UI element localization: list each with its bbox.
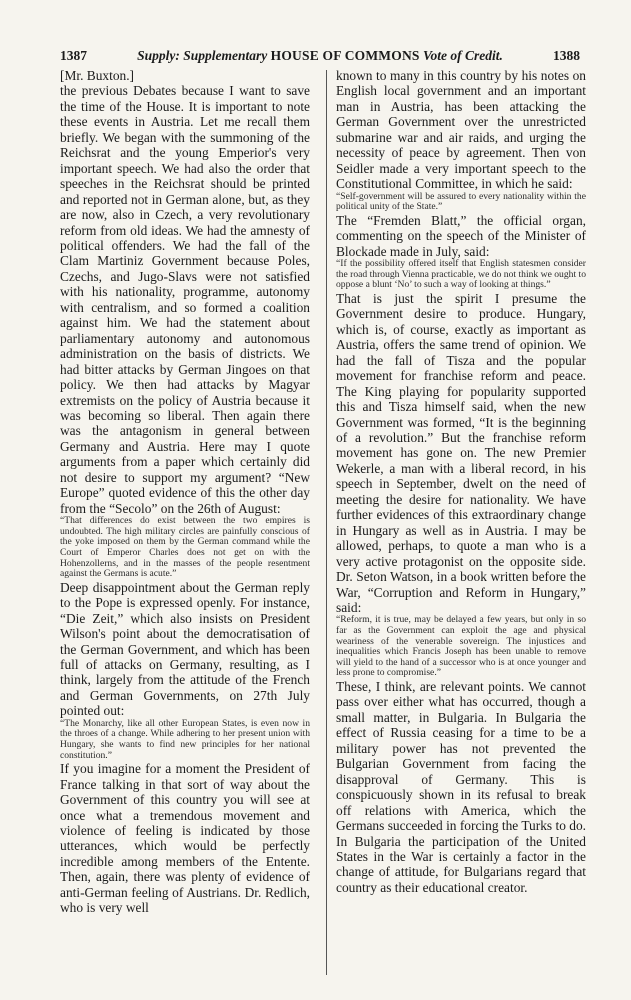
running-title-house: HOUSE OF COMMONS <box>270 48 420 63</box>
right-column <box>336 68 586 895</box>
body-paragraph: That is just the spirit I presume the Government desire to produce. Hungary, which is, of course, exactly as important as Austria, offers the same trend of opinion. We had the fall of Tisza and the popular movement for franchise reform and peace. The King playing for popularity supported this and Tisza himself said, when the new Government was formed, “It is the beginning of a revolution.” But the franchise reform movement has gone on. The new Premier Wekerle, a man with a liberal record, in his speech in September, dwelt on the need of meeting the desire for nationality. We have further evidences of this extraordinary change in Hungary as well as in Austria. I may be allowed, perhaps, to quote a man who is a very active protagonist on the opposite side. Dr. Seton Watson, in a book written before the War, “Corruption and Reform in Hungary,” said: <box>336 290 586 616</box>
column-number-left: 1387 <box>60 48 87 63</box>
block-quote: “That differences do exist between the two empires is undoubted. The high military circles are painfully conscious of the yoke imposed on them by the German command while the Court of Emperor Charles does not get on with the Hohenzollerns, and in the masses of the people resentment against the Germans is acute.” <box>60 515 310 580</box>
block-quote: “The Monarchy, like all other European States, is even now in the throes of a change. While adhering to her present union with Hungary, she wants to find new principles for her national constitution.” <box>60 717 310 761</box>
body-paragraph: These, I think, are relevant points. We cannot pass over either what has occurred, though a small matter, in Bulgaria. In Bulgaria the effect of Russia ceasing for a time to be a military power has not prevented the Bulgarian Government from facing the disapproval of Germany. This is conspicuously shown in its refusal to break off relations with America, which the Germans succeeded in forcing the Turks to do. In Bulgaria the participation of the United States in the War is certainly a factor in the change of attitude, for Bulgarians regard that country as their educational creator. <box>336 679 586 895</box>
block-quote: “Self-government will be assured to every nationality within the political unity of the State.” <box>336 190 586 213</box>
body-paragraph: known to many in this country by his notes on English local government and an important man in Austria, has been attacking the German Government over the unrestricted submarine war and air raids, and urging the necessity of peace by agreement. Then von Seidler made a very important speech to the Constitutional Committee, in which he said: <box>336 68 586 192</box>
running-title-subject: Supply: Supplementary <box>137 48 268 63</box>
column-number-right: 1388 <box>553 48 580 63</box>
block-quote: “Reform, it is true, may be delayed a few years, but only in so far as the Government can exploit the age and physical weariness of the venerable sovereign. The injustices and inequalities which Francis Joseph has been unable to remove will yield to the hand of a successor who is at once younger and less prone to compromise.” <box>336 614 586 679</box>
body-paragraph: The “Fremden Blatt,” the official organ, commenting on the speech of the Minister of Blockade made in July, said: <box>336 212 586 259</box>
column-divider <box>326 70 327 975</box>
running-title-topic: Vote of Credit. <box>422 48 503 63</box>
body-paragraph: the previous Debates because I want to save the time of the House. It is important to note these events in Austria. Let me recall them briefly. We began with the summoning of the Reichsrat and the young Emperior's very important speech. We had also the order that speeches in the Reichsrat should be printed and reported not in German alone, but, as they are now, also in Czech, a very revolutionary reform from old ideas. We had the amnesty of political offenders. We had the fall of the Clam Martiniz Government because Poles, Czechs, and Jugo-Slavs were not satisfied with his nationality, programme, autonomy with centralism, and so formed a coalition against him. We had the statement about parliamentary autonomy and autonomous administration on the basis of districts. We had bitter attacks by German Jingoes on that policy. We then had attacks by Magyar extremists on the policy of Austria because it was becoming so liberal. Then again there was the antagonism in general between Germany and Austria. Here may I quote arguments from a paper which certainly did not desire to support my argument? “New Europe” quoted evidence of this the other day from the “Secolo” on the 26th of August: <box>60 83 310 516</box>
block-quote: “If the possibility offered itself that English statesmen consider the road through Vienna practicable, we do not think we ought to oppose a blunt ‘No’ to such a way of looking at things.” <box>336 258 586 291</box>
speaker-attribution: [Mr. Buxton.] <box>60 68 135 83</box>
body-paragraph: If you imagine for a moment the President of France talking in that sort of way about the Government of this country you will see at once what a tremendous movement and violence of feeling is indicated by those utterances, which would be perfectly incredible among members of the Entente. Then, again, there was plenty of evidence of anti-German feeling of Austrians. Dr. Redlich, who is very well <box>60 761 310 916</box>
left-column <box>60 68 310 916</box>
body-paragraph: Deep disappointment about the German reply to the Pope is expressed openly. For instance, “Die Zeit,” which also insists on President Wilson's point about the democratisation of the German Government, and which has been full of attacks on Germany, resulting, as I think, largely from the attitude of the French and German Governments, on 27th July pointed out: <box>60 579 310 719</box>
page-header <box>60 46 580 66</box>
running-title <box>112 46 528 66</box>
